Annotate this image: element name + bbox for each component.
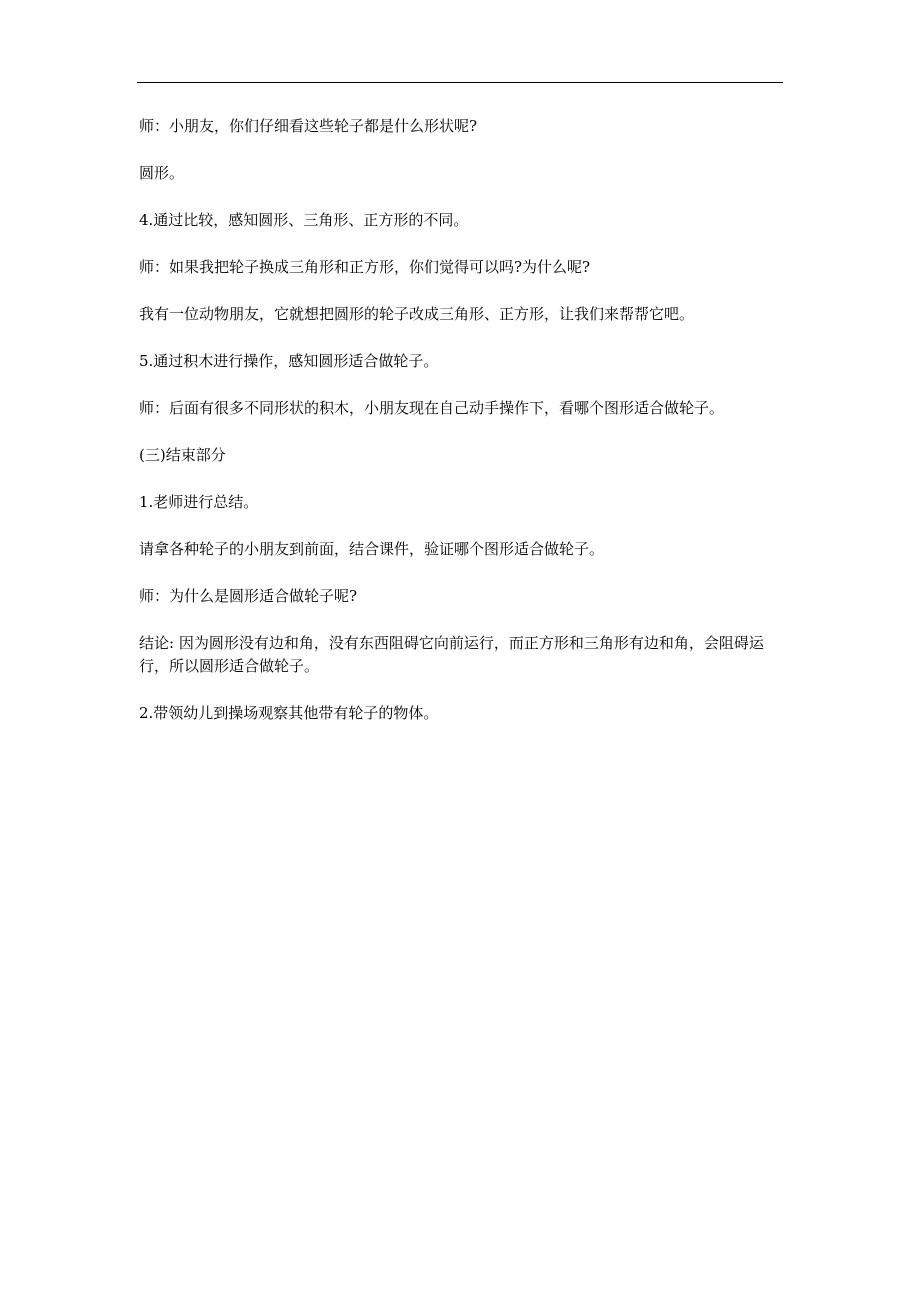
paragraph-step-4: 4.通过比较，感知圆形、三角形、正方形的不同。 [139, 211, 469, 229]
paragraph-teacher-why: 师：为什么是圆形适合做轮子呢? [139, 587, 358, 605]
paragraph-answer-circle: 圆形。 [139, 164, 185, 182]
paragraph-step-5: 5.通过积木进行操作，感知圆形适合做轮子。 [139, 352, 439, 370]
paragraph-teacher-question-shape: 师：小朋友，你们仔细看这些轮子都是什么形状呢? [139, 117, 478, 135]
paragraph-ending-step-2: 2.带领幼儿到操场观察其他带有轮子的物体。 [139, 704, 439, 722]
header-rule [137, 82, 783, 83]
paragraph-teacher-question-replace: 师：如果我把轮子换成三角形和正方形，你们觉得可以吗?为什么呢? [139, 258, 591, 276]
paragraph-verify-wheels: 请拿各种轮子的小朋友到前面，结合课件，验证哪个图形适合做轮子。 [139, 540, 605, 558]
paragraph-ending-step-1: 1.老师进行总结。 [139, 493, 259, 511]
document-body [139, 115, 784, 749]
paragraph-animal-friend: 我有一位动物朋友，它就想把圆形的轮子改成三角形、正方形，让我们来帮帮它吧。 [139, 305, 695, 323]
paragraph-teacher-blocks: 师：后面有很多不同形状的积木，小朋友现在自己动手操作下，看哪个图形适合做轮子。 [139, 399, 725, 417]
section-heading-ending: (三)结束部分 [139, 446, 226, 464]
paragraph-conclusion: 结论: 因为圆形没有边和角，没有东西阻碍它向前运行，而正方形和三角形有边和角，会阻碍运行，所以圆形适合做轮子。 [139, 634, 764, 675]
